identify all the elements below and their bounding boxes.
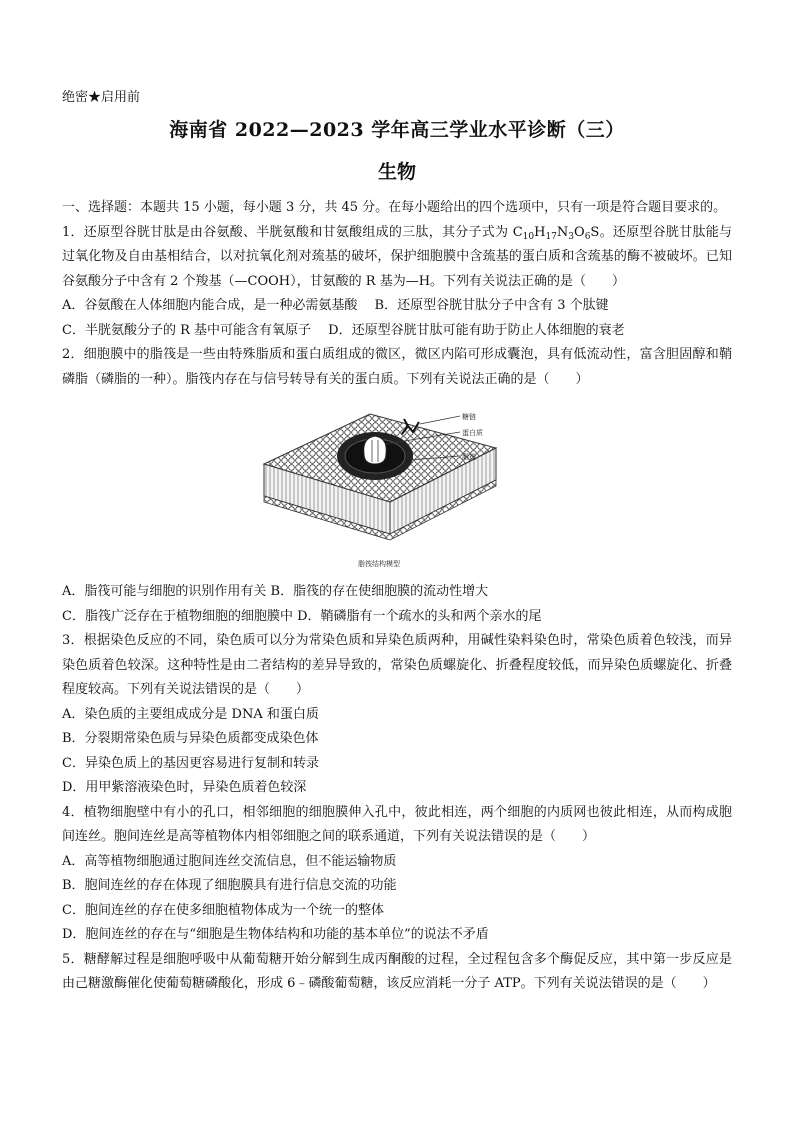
subject-title: 生物 xyxy=(377,161,416,183)
q1-stem-a: 1．还原型谷胱甘肽是由谷氨酸、半胱氨酸和甘氨酸组成的三肽，其分子式为 C xyxy=(62,224,523,240)
q4-option-c: C．胞间连丝的存在使多细胞植物体成为一个统一的整体 xyxy=(62,902,384,918)
figure-caption: 脂筏结构模型 xyxy=(358,560,400,568)
section-intro: 一、选择题：本题共 15 小题，每小题 3 分，共 45 分。在每小题给出的四个选项中，只有一项是符合题目要求的。 xyxy=(62,200,727,215)
q1-options-cd xyxy=(62,319,732,344)
q1-formula-h: H xyxy=(534,224,546,240)
q2-options-cd: C．脂筏广泛存在于植物细胞的细胞膜中 D．鞘磷脂有一个疏水的头和两个亲水的尾 xyxy=(62,608,542,624)
label-lipid-raft: 脂筏 xyxy=(462,453,476,461)
lipid-raft-figure xyxy=(62,394,732,580)
question-5-stem: 5．糖酵解过程是细胞呼吸中从葡萄糖开始分解到生成丙酮酸的过程，全过程包含多个酶促反应，其中第一步反应是由己糖激酶催化使葡萄糖磷酸化，形成 6﹣磷酸葡萄糖，该反应消耗一分子 ATP。下列有关说法错误的是（ ） xyxy=(62,951,732,991)
label-protein: 蛋白质 xyxy=(462,429,483,437)
q3-option-b: B．分裂期常染色质与异染色质都变成染色体 xyxy=(62,731,319,746)
q1-formula-hn: 17 xyxy=(545,231,557,242)
q3-option-a: A．染色质的主要组成成分是 DNA 和蛋白质 xyxy=(62,706,319,722)
q1-formula-nn: 3 xyxy=(568,231,575,242)
q1-formula-n: N xyxy=(556,224,569,240)
lipid-raft-diagram xyxy=(260,394,510,574)
question-3-stem: 3．根据染色反应的不同，染色质可以分为常染色质和异染色质两种，用碱性染料染色时，常染色质着色较浅，而异染色质着色较深。这种特性是由二者结构的差异导致的，常染色质螺旋化、折叠程度较低，而异染色质螺旋化、折叠程度较高。下列有关说法错误的是（ ） xyxy=(62,633,732,697)
q4-option-d: D．胞间连丝的存在与“细胞是生物体结构和功能的基本单位”的说法不矛盾 xyxy=(62,927,489,942)
q3-option-d: D．用甲紫溶液染色时，异染色质着色较深 xyxy=(62,780,307,795)
question-2-stem: 2．细胞膜中的脂筏是一些由特殊脂质和蛋白质组成的微区，微区内陷可形成囊泡，具有低流动性，富含胆固醇和鞘磷脂（磷脂的一种）。脂筏内存在与信号转导有关的蛋白质。下列有关说法正确的是（ ） xyxy=(62,347,732,387)
protein-shape xyxy=(364,436,387,464)
exam-title: 海南省 2022—2023 学年高三学业水平诊断（三） xyxy=(169,119,625,141)
q1-option-a: A．谷氨酸在人体细胞内能合成，是一种必需氨基酸 xyxy=(62,298,358,313)
q2-options-ab: A．脂筏可能与细胞的识别作用有关 B．脂筏的存在使细胞膜的流动性增大 xyxy=(62,584,489,599)
q1-formula-c: 10 xyxy=(522,231,535,242)
q1-stem-b: 。还原型谷胱甘肽能与过氧化物及自由基相结合，以对抗氧化剂对巯基的破坏，保护细胞膜中含巯基的蛋白质和含巯基的酶不被破坏。已知谷氨酸分子中含有 2 个羧基（—COOH），甘氨酸的 R 基为—H。下列有关说法正确的是（ ） xyxy=(62,224,732,289)
question-4-stem: 4．植物细胞壁中有小的孔口，相邻细胞的细胞膜伸入孔中，彼此相连，两个细胞的内质网也彼此相连，从而构成胞间连丝。胞间连丝是高等植物体内相邻细胞之间的联系通道，下列有关说法错误的是（ ） xyxy=(62,804,732,844)
q1-option-b: B．还原型谷胱甘肽分子中含有 3 个肽键 xyxy=(374,298,609,313)
q3-option-c: C．异染色质上的基因更容易进行复制和转录 xyxy=(62,755,319,771)
q1-formula-s: S xyxy=(590,224,600,240)
q1-option-c: C．半胱氨酸分子的 R 基中可能含有氧原子 xyxy=(62,322,311,338)
question-1-stem xyxy=(62,221,732,295)
q1-option-d: D．还原型谷胱甘肽可能有助于防止人体细胞的衰老 xyxy=(328,322,625,338)
label-sugar-chain: 糖链 xyxy=(462,413,476,421)
q1-options-ab xyxy=(62,294,732,319)
q4-option-b: B．胞间连丝的存在体现了细胞膜具有进行信息交流的功能 xyxy=(62,878,397,893)
q1-formula-o: O xyxy=(574,224,585,240)
exam-body xyxy=(62,196,732,997)
q1-formula-on: 6 xyxy=(584,231,591,242)
secret-mark: 绝密★启用前 xyxy=(62,90,141,105)
q4-option-a: A．高等植物细胞通过胞间连丝交流信息，但不能运输物质 xyxy=(62,853,397,869)
